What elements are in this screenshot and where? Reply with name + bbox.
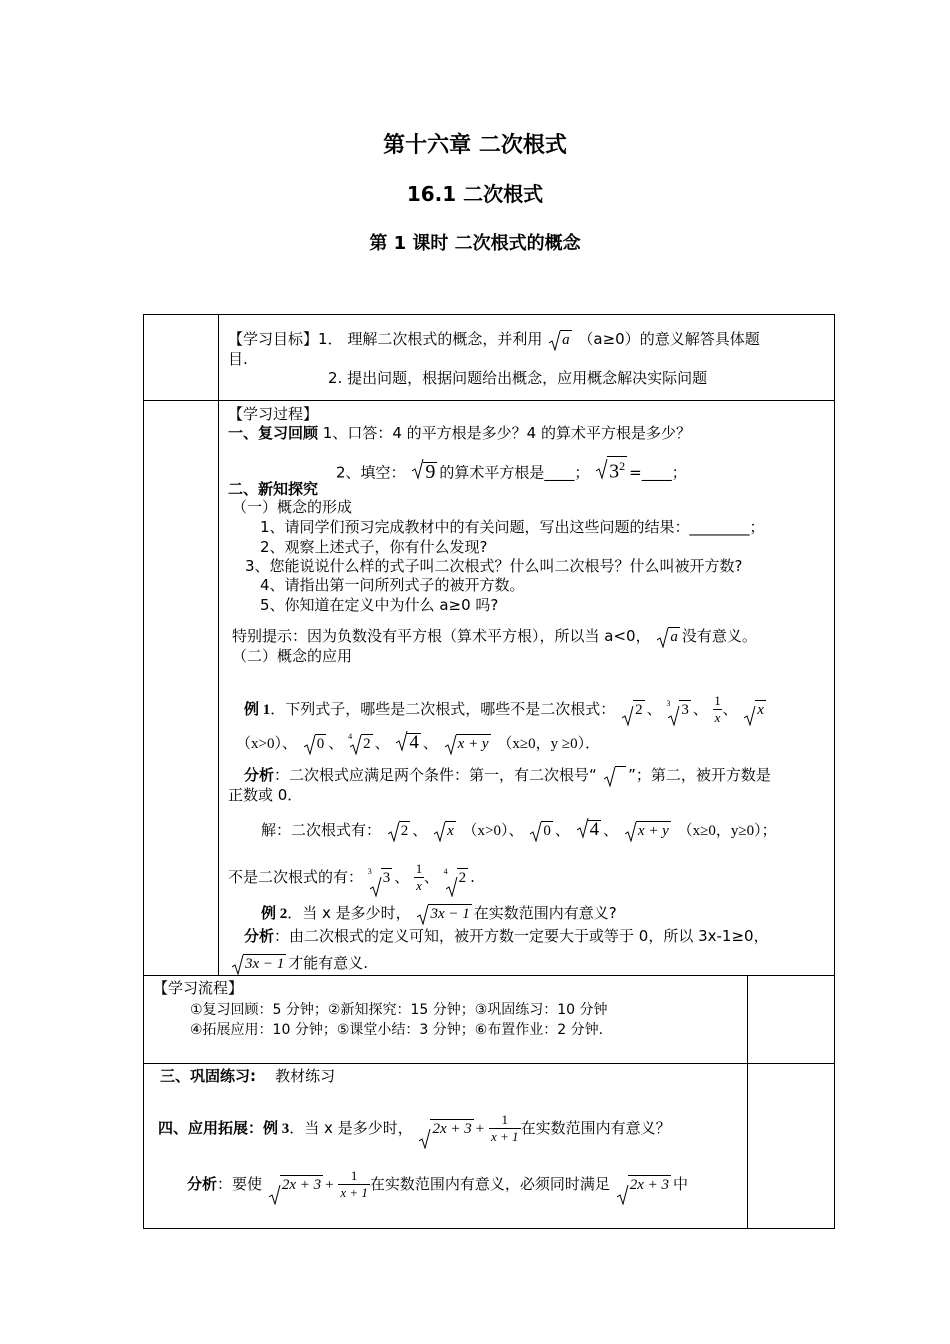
- flow-line-2: ④拓展应用：10 分钟；⑤课堂小结：3 分钟；⑥布置作业：2 分钟.: [190, 1022, 604, 1038]
- goal-1-end: 目.: [228, 350, 248, 368]
- row-divider: [143, 975, 835, 976]
- radical: 2: [388, 821, 411, 840]
- review-q2: 2、填空： 9 的算术平方根是____； $3^2$ =____；: [336, 456, 687, 482]
- flow-label: 【学习流程】: [153, 979, 244, 997]
- radical: a: [657, 627, 680, 646]
- radical: $3^2$: [596, 456, 627, 481]
- radical: x: [434, 821, 456, 840]
- radical: 9: [412, 462, 437, 481]
- not-radicals: 不是二次根式的有： 3 3 、 $\frac{1}{x}$ 、 4 2 .: [228, 860, 475, 895]
- process-label: 【学习过程】: [228, 405, 319, 423]
- fraction: $\frac{1}{x + 1}$: [491, 1112, 519, 1144]
- col-divider: [747, 975, 748, 1229]
- radical: 4: [577, 820, 602, 839]
- example-1-cont: （x>0）、 0 、 4 2 、 4 、 x + y （x≥0，y ≥0）．: [236, 732, 601, 753]
- example-1: 例 1．下列式子，哪些是二次根式，哪些不是二次根式： 2 、 3 3 、 $\frac{1}{x}$ 、 x: [244, 693, 764, 725]
- section-title: 16.1 二次根式: [406, 182, 544, 206]
- analysis-2: 分析：由二次根式的定义可知，被开方数一定要大于或等于 0，所以 3x-1≥0，: [244, 927, 769, 945]
- lesson-title: 第 1 课时 二次根式的概念: [369, 233, 581, 254]
- radical: x + y: [625, 821, 671, 840]
- practice: 三、巩固练习: 教材练习: [160, 1067, 336, 1085]
- item-3: 3、您能说说什么样的式子叫二次根式？什么叫二次根号？什么叫被开方数?: [245, 557, 743, 575]
- part2: （二）概念的应用: [232, 647, 353, 665]
- radical: a: [549, 330, 572, 349]
- radical: x: [744, 696, 766, 724]
- item-5: 5、你知道在定义中为什么 a≥0 吗?: [260, 596, 499, 614]
- item-4: 4、请指出第一问所列式子的被开方数。: [260, 576, 525, 594]
- analysis-3: 分析：要使 2x + 3 + $\frac{1}{x + 1}$ 在实数范围内有意义，必须同时满足 2x + 3 中: [187, 1166, 688, 1203]
- item-2: 2、观察上述式子，你有什么发现?: [260, 538, 488, 556]
- analysis-2-cont: 3x − 1 才能有意义.: [230, 954, 368, 973]
- radical: 2x + 3: [617, 1167, 671, 1203]
- fraction: $\frac{1}{x + 1}$: [340, 1168, 368, 1200]
- example-2: 例 2．当 x 是多少时， 3x − 1 在实数范围内有意义?: [261, 904, 617, 922]
- radical: 2x + 3: [419, 1111, 473, 1147]
- row-divider: [143, 1063, 835, 1064]
- tip: 特别提示：因为负数没有平方根（算术平方根），所以当 a<0， a 没有意义。: [232, 627, 757, 645]
- review-q1: 一、复习回顾 1、口答：4 的平方根是多少？4 的算术平方根是多少？: [228, 424, 691, 442]
- part1: （一）概念的形成: [232, 498, 353, 516]
- chapter-title: 第十六章 二次根式: [383, 133, 567, 158]
- solution: 解：二次根式有： 2 、 x （x>0）、 0 、 4 、 x + y （x≥0，y≥0）；: [261, 819, 777, 840]
- col-divider: [218, 314, 219, 975]
- radical: 0: [530, 821, 553, 840]
- row-divider: [143, 400, 835, 401]
- radical-symbol: [604, 766, 627, 785]
- radical: x + y: [445, 734, 491, 753]
- goal-1: 【学习目标】1． 理解二次根式的概念，并利用 a （a≥0）的意义解答具体题: [228, 330, 760, 348]
- radical: 4 2: [446, 861, 469, 895]
- flow-line-1: ①复习回顾：5 分钟；②新知探究：15 分钟；③巩固练习：10 分钟: [190, 1002, 608, 1018]
- radical: 2: [622, 696, 645, 724]
- radical: 3x − 1: [417, 904, 471, 923]
- fraction: $\frac{1}{x}$: [714, 693, 721, 725]
- radical: 2x + 3: [269, 1167, 323, 1203]
- radical: 0: [304, 734, 327, 753]
- radical: 4: [396, 733, 421, 752]
- radical: 4 2: [348, 732, 371, 752]
- example-3: 四、应用拓展：例 3．当 x 是多少时， 2x + 3 + $\frac{1}{x + 1}$ 在实数范围内有意义？: [158, 1110, 671, 1147]
- analysis-1: 分析：二次根式应满足两个条件：第一，有二次根号“ ”；第二，被开方数是: [244, 766, 771, 784]
- radical: 3 3: [370, 861, 393, 895]
- item-1: 1、请同学们预习完成教材中的有关问题，写出这些问题的结果：________；: [260, 518, 765, 536]
- new-title: 二、新知探究: [228, 480, 319, 498]
- goal-2: 2. 提出问题，根据问题给出概念，应用概念解决实际问题: [328, 369, 708, 387]
- radical: 3x − 1: [232, 954, 286, 973]
- analysis-1-cont: 正数或 0．: [228, 786, 303, 804]
- radical: 3 3: [668, 696, 691, 724]
- fraction: $\frac{1}{x}$: [415, 861, 423, 893]
